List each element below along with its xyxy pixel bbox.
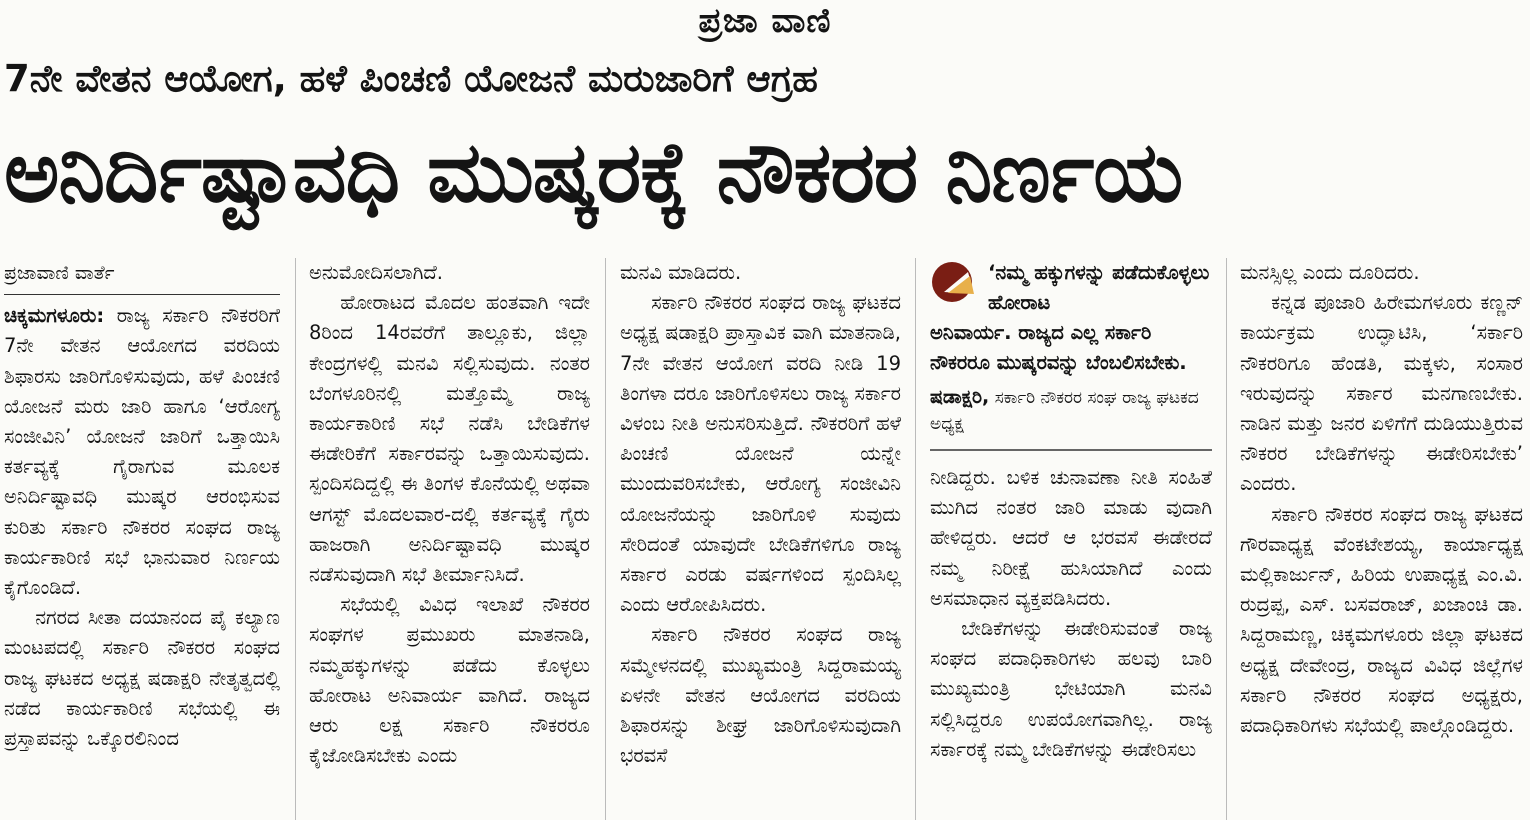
paragraph: ಅನುಮೋದಿಸಲಾಗಿದೆ. xyxy=(309,261,443,284)
paragraph: ಮನಸ್ಸಿಲ್ಲ ಎಂದು ದೂರಿದರು. xyxy=(1240,261,1420,284)
quote-icon xyxy=(930,260,980,304)
paragraph: ಕನ್ನಡ ಪೂಜಾರಿ ಹಿರೇಮಗಳೂರು ಕಣ್ಣನ್ ಕಾರ್ಯಕ್ರಮ ಉದ್ಘಾಟಿಸಿ, ‘ಸರ್ಕಾರಿ ನೌಕರರಿಗೂ ಹೆಂಡತಿ, ಮಕ್ಕಳು, ಸಂಸಾರ ಇರುವುದನ್ನು ಸರ್ಕಾರ ಮನಗಾಣಬೇಕು. ನಾಡಿನ ಮತ್ತು ಜನರ ಏಳಿಗೆಗೆ ದುಡಿಯುತ್ತಿರುವ ನೌಕರರ ಬೇಡಿಕೆಗಳನ್ನು ಈಡೇರಿಸಬೇಕು’ ಎಂದರು. xyxy=(1240,291,1523,496)
article-column-5 xyxy=(1240,258,1523,741)
quote-text: ಅನಿವಾರ್ಯ. ರಾಜ್ಯದ ಎಲ್ಲ ಸರ್ಕಾರಿ ನೌಕರರೂ ಮುಷ್ಕರವನ್ನು ಬೆಂಬಲಿಸಬೇಕು. xyxy=(930,321,1187,374)
dateline: ಚಿಕ್ಕಮಗಳೂರು: xyxy=(4,304,105,328)
paragraph: ಸರ್ಕಾರಿ ನೌಕರರ ಸಂಘದ ರಾಜ್ಯ ಘಟಕದ ಅಧ್ಯಕ್ಷ ಷಡಾಕ್ಷರಿ ಪ್ರಾಸ್ತಾವಿಕ ವಾಗಿ ಮಾತನಾಡಿ, 7ನೇ ವೇತನ ಆಯೋಗ ವರದಿ ನೀಡಿ 19 ತಿಂಗಳಾ ದರೂ ಜಾರಿಗೊಳಿಸಲು ರಾಜ್ಯ ಸರ್ಕಾರ ವಿಳಂಬ ನೀತಿ ಅನುಸರಿಸುತ್ತಿದೆ. ನೌಕರರಿಗೆ ಹಳೆ ಪಿಂಚಣಿ ಯೋಜನೆ ಯನ್ನೇ ಮುಂದುವರಿಸಬೇಕು, ಆರೋಗ್ಯ ಸಂಜೀವಿನಿ ಯೋಜನೆಯನ್ನು ಜಾರಿಗೊಳಿ ಸುವುದು ಸೇರಿದಂತೆ ಯಾವುದೇ ಬೇಡಿಕೆಗಳಿಗೂ ರಾಜ್ಯ ಸರ್ಕಾರ ಎರಡು ವರ್ಷಗಳಿಂದ ಸ್ಪಂದಿಸಿಲ್ಲ ಎಂದು ಆರೋಪಿಸಿದರು. xyxy=(620,291,901,617)
paragraph: ರಾಜ್ಯ ಸರ್ಕಾರಿ ನೌಕರರಿಗೆ 7ನೇ ವೇತನ ಆಯೋಗದ ವರದಿಯ ಶಿಫಾರಸು ಜಾರಿಗೊಳಿಸುವುದು, ಹಳೆ ಪಿಂಚಣಿ ಯೋಜನೆ ಮರು ಜಾರಿ ಹಾಗೂ ‘ಆರೋಗ್ಯ ಸಂಜೀವಿನಿ’ ಯೋಜನೆ ಜಾರಿಗೆ ಒತ್ತಾಯಿಸಿ ಕರ್ತವ್ಯಕ್ಕೆ ಗೈರಾಗುವ ಮೂಲಕ ಅನಿರ್ದಿಷ್ಟಾವಧಿ ಮುಷ್ಕರ ಆರಂಭಿಸುವ ಕುರಿತು ಸರ್ಕಾರಿ ನೌಕರರ ಸಂಘದ ರಾಜ್ಯ ಕಾರ್ಯಕಾರಿಣಿ ಸಭೆ ಭಾನುವಾರ ನಿರ್ಣಯ ಕೈಗೊಂಡಿದೆ. xyxy=(4,304,280,600)
paragraph: ಮನವಿ ಮಾಡಿದರು. xyxy=(620,261,742,284)
quote-speaker: ಷಡಾಕ್ಷರಿ, xyxy=(930,386,990,408)
column-divider xyxy=(915,258,916,820)
column-divider xyxy=(295,258,296,820)
paragraph: ನೀಡಿದ್ದರು. ಬಳಿಕ ಚುನಾವಣಾ ನೀತಿ ಸಂಹಿತೆ ಮುಗಿದ ನಂತರ ಜಾರಿ ಮಾಡು ವುದಾಗಿ ಹೇಳಿದ್ದರು. ಆದರೆ ಆ ಭರವಸೆ ಈಡೇರದೆ ನಮ್ಮ ನಿರೀಕ್ಷೆ ಹುಸಿಯಾಗಿದೆ ಎಂದು ಅಸಮಾಧಾನ ವ್ಯಕ್ತಪಡಿಸಿದರು. xyxy=(930,466,1212,610)
article-column-4 xyxy=(930,258,1212,765)
article-column-3 xyxy=(620,258,901,771)
main-headline: ಅನಿರ್ದಿಷ್ಟಾವಧಿ ಮುಷ್ಕರಕ್ಕೆ ನೌಕರರ ನಿರ್ಣಯ xyxy=(4,123,1183,221)
kicker-headline: 7ನೇ ವೇತನ ಆಯೋಗ, ಹಳೆ ಪಿಂಚಣಿ ಯೋಜನೆ ಮರುಜಾರಿಗೆ ಆಗ್ರಹ xyxy=(4,57,818,100)
column-divider xyxy=(605,258,606,820)
paragraph: ಹೋರಾಟದ ಮೊದಲ ಹಂತವಾಗಿ ಇದೇ 8ರಿಂದ 14ರವರೆಗೆ ತಾಲ್ಲೂಕು, ಜಿಲ್ಲಾ ಕೇಂದ್ರಗಳಲ್ಲಿ ಮನವಿ ಸಲ್ಲಿಸುವುದು. ನಂತರ ಬೆಂಗಳೂರಿನಲ್ಲಿ ಮತ್ತೊಮ್ಮೆ ರಾಜ್ಯ ಕಾರ್ಯಕಾರಿಣಿ ಸಭೆ ನಡೆಸಿ ಬೇಡಿಕೆಗಳ ಈಡೇರಿಕೆಗೆ ಸರ್ಕಾರವನ್ನು ಒತ್ತಾಯಿಸುವುದು. ಸ್ಪಂದಿಸದಿದ್ದಲ್ಲಿ ಈ ತಿಂಗಳ ಕೊನೆಯಲ್ಲಿ ಅಥವಾ ಆಗಸ್ಟ್ ಮೊದಲವಾರ-ದಲ್ಲಿ ಕರ್ತವ್ಯಕ್ಕೆ ಗೈರು ಹಾಜರಾಗಿ ಅನಿರ್ದಿಷ್ಟಾವಧಿ ಮುಷ್ಕರ ನಡೆಸುವುದಾಗಿ ಸಭೆ ತೀರ್ಮಾನಿಸಿದೆ. xyxy=(309,291,590,587)
masthead xyxy=(0,0,1530,46)
newspaper-logo: ಪ್ರಜಾ ವಾಣಿ xyxy=(698,1,832,41)
paragraph: ಬೇಡಿಕೆಗಳನ್ನು ಈಡೇರಿಸುವಂತೆ ರಾಜ್ಯ ಸಂಘದ ಪದಾಧಿಕಾರಿಗಳು ಹಲವು ಬಾರಿ ಮುಖ್ಯಮಂತ್ರಿ ಭೇಟಿಯಾಗಿ ಮನವಿ ಸಲ್ಲಿಸಿದ್ದರೂ ಉಪಯೋಗವಾಗಿಲ್ಲ. ರಾಜ್ಯ ಸರ್ಕಾರಕ್ಕೆ ನಮ್ಮ ಬೇಡಿಕೆಗಳನ್ನು ಈಡೇರಿಸಲು xyxy=(930,617,1212,761)
quote-text: ‘ನಮ್ಮ ಹಕ್ಕುಗಳನ್ನು ಪಡೆದುಕೊಳ್ಳಲು ಹೋರಾಟ xyxy=(988,261,1210,314)
byline: ಪ್ರಜಾವಾಣಿ ವಾರ್ತೆ xyxy=(4,258,280,295)
paragraph: ಸರ್ಕಾರಿ ನೌಕರರ ಸಂಘದ ರಾಜ್ಯ ಘಟಕದ ಗೌರವಾಧ್ಯಕ್ಷ ವೆಂಕಟೇಶಯ್ಯ, ಕಾರ್ಯಾಧ್ಯಕ್ಷ ಮಲ್ಲಿಕಾರ್ಜುನ್, ಹಿರಿಯ ಉಪಾಧ್ಯಕ್ಷ ಎಂ.ವಿ. ರುದ್ರಪ್ಪ, ಎಸ್. ಬಸವರಾಜ್, ಖಜಾಂಚಿ ಡಾ. ಸಿದ್ದರಾಮಣ್ಣ, ಚಿಕ್ಕಮಗಳೂರು ಜಿಲ್ಲಾ ಘಟಕದ ಅಧ್ಯಕ್ಷ ದೇವೇಂದ್ರ, ರಾಜ್ಯದ ವಿವಿಧ ಜಿಲ್ಲೆಗಳ ಸರ್ಕಾರಿ ನೌಕರರ ಸಂಘದ ಅಧ್ಯಕ್ಷರು, ಪದಾಧಿಕಾರಿಗಳು ಸಭೆಯಲ್ಲಿ ಪಾಲ್ಗೊಂಡಿದ್ದರು. xyxy=(1240,502,1523,738)
pull-quote xyxy=(930,258,1212,451)
paragraph: ನಗರದ ಸೀತಾ ದಯಾನಂದ ಪೈ ಕಲ್ಯಾಣ ಮಂಟಪದಲ್ಲಿ ಸರ್ಕಾರಿ ನೌಕರರ ಸಂಘದ ರಾಜ್ಯ ಘಟಕದ ಅಧ್ಯಕ್ಷ ಷಡಾಕ್ಷರಿ ನೇತೃತ್ವದಲ್ಲಿ ನಡೆದ ಕಾರ್ಯಕಾರಿಣಿ ಸಭೆಯಲ್ಲಿ ಈ ಪ್ರಸ್ತಾಪವನ್ನು ಒಕ್ಕೊರಲಿನಿಂದ xyxy=(4,606,280,751)
quote-speaker-role: ಸರ್ಕಾರಿ ನೌಕರರ ಸಂಘ ರಾಜ್ಯ ಘಟಕದ ಅಧ್ಯಕ್ಷ xyxy=(930,388,1199,434)
quote-attribution xyxy=(930,384,1212,437)
article-column-2 xyxy=(309,258,590,771)
article-column-1 xyxy=(4,258,280,754)
paragraph: ಸರ್ಕಾರಿ ನೌಕರರ ಸಂಘದ ರಾಜ್ಯ ಸಮ್ಮೇಳನದಲ್ಲಿ ಮುಖ್ಯಮಂತ್ರಿ ಸಿದ್ದರಾಮಯ್ಯ ಏಳನೇ ವೇತನ ಆಯೋಗದ ವರದಿಯ ಶಿಫಾರಸನ್ನು ಶೀಘ್ರ ಜಾರಿಗೊಳಿಸುವುದಾಗಿ ಭರವಸೆ xyxy=(620,623,901,768)
paragraph: ಸಭೆಯಲ್ಲಿ ವಿವಿಧ ಇಲಾಖೆ ನೌಕರರ ಸಂಘಗಳ ಪ್ರಮುಖರು ಮಾತನಾಡಿ, ನಮ್ಮಹಕ್ಕುಗಳನ್ನು ಪಡೆದು ಕೊಳ್ಳಲು ಹೋರಾಟ ಅನಿವಾರ್ಯ ವಾಗಿದೆ. ರಾಜ್ಯದ ಆರು ಲಕ್ಷ ಸರ್ಕಾರಿ ನೌಕರರೂ ಕೈಜೋಡಿಸಬೇಕು ಎಂದು xyxy=(309,593,590,768)
column-divider xyxy=(1226,258,1227,820)
